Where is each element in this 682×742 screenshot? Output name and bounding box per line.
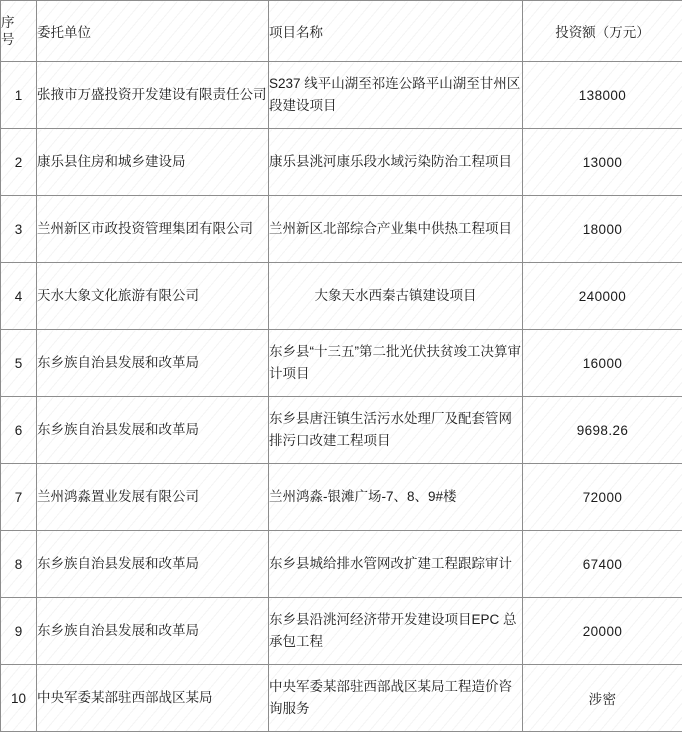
table-row (1, 665, 682, 732)
cell-index: 6 (1, 397, 37, 464)
column-header-index-line1: 序 (1, 15, 15, 30)
column-header-index (1, 1, 37, 62)
cell-index: 2 (1, 129, 37, 196)
cell-amount: 13000 (523, 129, 682, 196)
cell-project: 东乡县沿洮河经济带开发建设项目EPC 总承包工程 (269, 598, 523, 665)
cell-index: 10 (1, 665, 37, 732)
cell-amount: 72000 (523, 464, 682, 531)
table-row (1, 330, 682, 397)
table-row (1, 62, 682, 129)
cell-project: 兰州新区北部综合产业集中供热工程项目 (269, 196, 523, 263)
cell-amount: 138000 (523, 62, 682, 129)
cell-unit: 中央军委某部驻西部战区某局 (37, 665, 269, 732)
table-row (1, 464, 682, 531)
cell-amount: 67400 (523, 531, 682, 598)
cell-index: 5 (1, 330, 37, 397)
cell-index: 9 (1, 598, 37, 665)
column-header-unit: 委托单位 (37, 1, 269, 62)
table-row (1, 196, 682, 263)
cell-project: 东乡县唐汪镇生活污水处理厂及配套管网排污口改建工程项目 (269, 397, 523, 464)
cell-amount: 涉密 (523, 665, 682, 732)
cell-project: 大象天水西秦古镇建设项目 (269, 263, 523, 330)
cell-unit: 天水大象文化旅游有限公司 (37, 263, 269, 330)
table-row (1, 397, 682, 464)
cell-unit: 康乐县住房和城乡建设局 (37, 129, 269, 196)
column-header-amount: 投资额（万元） (523, 1, 682, 62)
cell-amount: 9698.26 (523, 397, 682, 464)
cell-unit: 东乡族自治县发展和改革局 (37, 397, 269, 464)
table-body (1, 62, 682, 732)
cell-unit: 兰州鸿淼置业发展有限公司 (37, 464, 269, 531)
cell-index: 8 (1, 531, 37, 598)
cell-amount: 16000 (523, 330, 682, 397)
cell-unit: 张掖市万盛投资开发建设有限责任公司 (37, 62, 269, 129)
cell-amount: 18000 (523, 196, 682, 263)
cell-project: 康乐县洮河康乐段水域污染防治工程项目 (269, 129, 523, 196)
cell-project: 东乡县“十三五”第二批光伏扶贫竣工决算审计项目 (269, 330, 523, 397)
cell-project: 兰州鸿淼-银滩广场-7、8、9#楼 (269, 464, 523, 531)
table-header (1, 1, 682, 62)
cell-index: 7 (1, 464, 37, 531)
cell-amount: 240000 (523, 263, 682, 330)
column-header-index-line2: 号 (1, 32, 15, 47)
cell-project: 中央军委某部驻西部战区某局工程造价咨询服务 (269, 665, 523, 732)
cell-unit: 兰州新区市政投资管理集团有限公司 (37, 196, 269, 263)
table-header-row (1, 1, 682, 62)
cell-project: 东乡县城给排水管网改扩建工程跟踪审计 (269, 531, 523, 598)
table-row (1, 531, 682, 598)
cell-index: 4 (1, 263, 37, 330)
table-row (1, 598, 682, 665)
cell-index: 3 (1, 196, 37, 263)
cell-index: 1 (1, 62, 37, 129)
cell-unit: 东乡族自治县发展和改革局 (37, 598, 269, 665)
cell-project: S237 线平山湖至祁连公路平山湖至甘州区段建设项目 (269, 62, 523, 129)
column-header-project: 项目名称 (269, 1, 523, 62)
cell-amount: 20000 (523, 598, 682, 665)
cell-unit: 东乡族自治县发展和改革局 (37, 531, 269, 598)
table-row (1, 263, 682, 330)
cell-unit: 东乡族自治县发展和改革局 (37, 330, 269, 397)
table-row (1, 129, 682, 196)
